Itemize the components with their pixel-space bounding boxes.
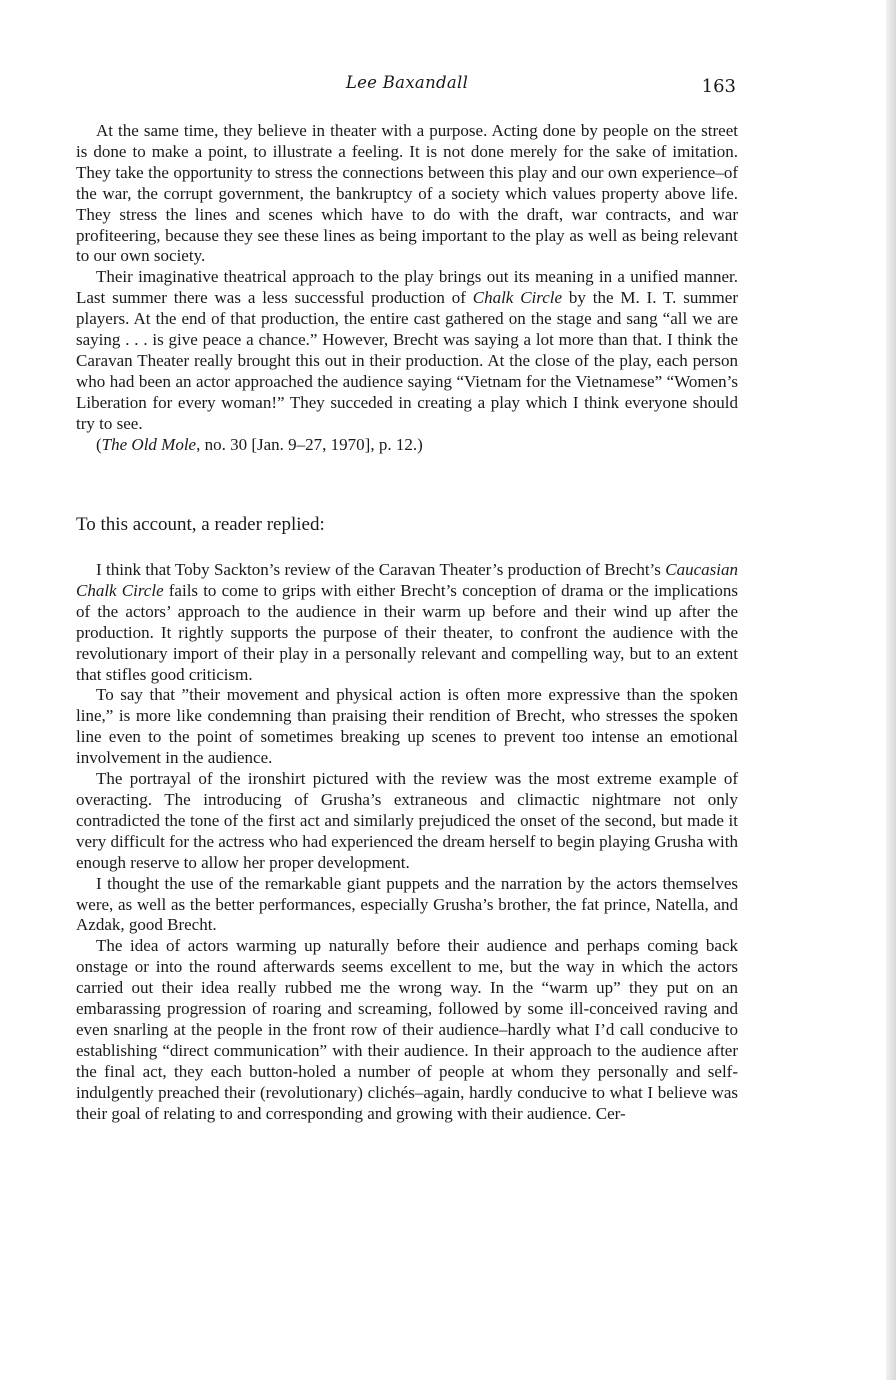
transition-line: To this account, a reader replied: [76,514,325,535]
paragraph: The idea of actors warming up naturally before their audience and perhaps coming back onstage or into the round afterwards seems excellent to me, but the way in which the actors carried out their idea really rubbed me the wrong way. In the “warm up” they put on an embarassing progression of roaring and screaming, followed by some ill-conceived raving and even snarling at the people in the front row of their audience–hardly what I’d call conducive to establishing “direct communication” with their audience. In their approach to the audience after the final act, they each button-holed a number of people at whom they personally and self-indulgently preached their (revolutionary) clichés–again, hardly conducive to what I believe was their goal of relating to and corresponding and growing with their audience. Cer- [76,936,738,1123]
paragraph: At the same time, they believe in theater with a purpose. Acting done by people on the street is done to make a point, to illustrate a feeling. It is not done merely for the sake of imitation. They take the opportunity to stress the connections between this play and our own experience–of the war, the corrupt government, the bankruptcy of a society which values property above life. They stress the lines and scenes which have to do with the draft, war contracts, and war profiteering, because they see these lines as being important to the play as well as being relevant to our own society. [76,121,738,266]
work-title: Caucasian Chalk Circle [76,560,738,600]
paragraph: I think that Toby Sackton’s review of the Caravan Theater’s production of Brecht’s Caucasian Chalk Circle fails to come to grips with either Brecht’s conception of drama or the implications of the actors’ approach to the audience in their warm up before and their wind up after the production. It rightly supports the purpose of their theater, to confront the audience with the revolutionary import of their play in a personally relevant and compelling way, but to an extent that stifles good criticism. [76,560,739,684]
source-title: The Old Mole [101,434,197,454]
paragraph: The portrayal of the ironshirt pictured with the review was the most extreme example of overacting. The introducing of Grusha’s extraneous and climactic nightmare not only contradicted the tone of the first act and similarly prejudiced the onset of the second, but made it very difficult for the actress who had experienced the dream herself to begin playing Grusha with enough reserve to allow her proper development. [76,769,738,872]
paragraph: I thought the use of the remarkable giant puppets and the narration by the actors themselves were, as well as the better performances, especially Grusha’s brother, the fat prince, Natella, and Azdak, good Brecht. [76,873,738,935]
paragraph: Their imaginative theatrical approach to the play brings out its meaning in a unified manner. Last summer there was a less successful production of Chalk Circle by the M. I. T. summer players. At the end of that production, the entire cast gathered on the stage and sang “all we are saying . . . is give peace a chance.” However, Brecht was saying a lot more than that. I think the Caravan Theater really brought this out in their production. At the close of the play, each person who had been an actor approached the audience saying “Vietnam for the Vietnamese” “Women’s Liberation for every woman!” They succeded in creating a play which I think everyone should try to see. [76,267,738,433]
running-head: Lee Baxandall [345,73,469,92]
work-title: Chalk Circle [472,288,563,308]
reader-reply [76,560,738,1124]
page-header [76,73,738,101]
quoted-review [76,121,738,456]
citation: (The Old Mole, no. 30 [Jan. 9–27, 1970], p. 12.) [96,434,423,454]
paragraph: To say that ”their movement and physical action is often more expressive than the spoken line,” is more like condemning than praising their rendition of Brecht, who stresses the spoken line even to the point of sometimes breaking up scenes to prevent too intense an emotional involvement in the audience. [76,685,738,768]
scan-page-edge [886,0,896,1380]
page-number: 163 [701,76,736,97]
